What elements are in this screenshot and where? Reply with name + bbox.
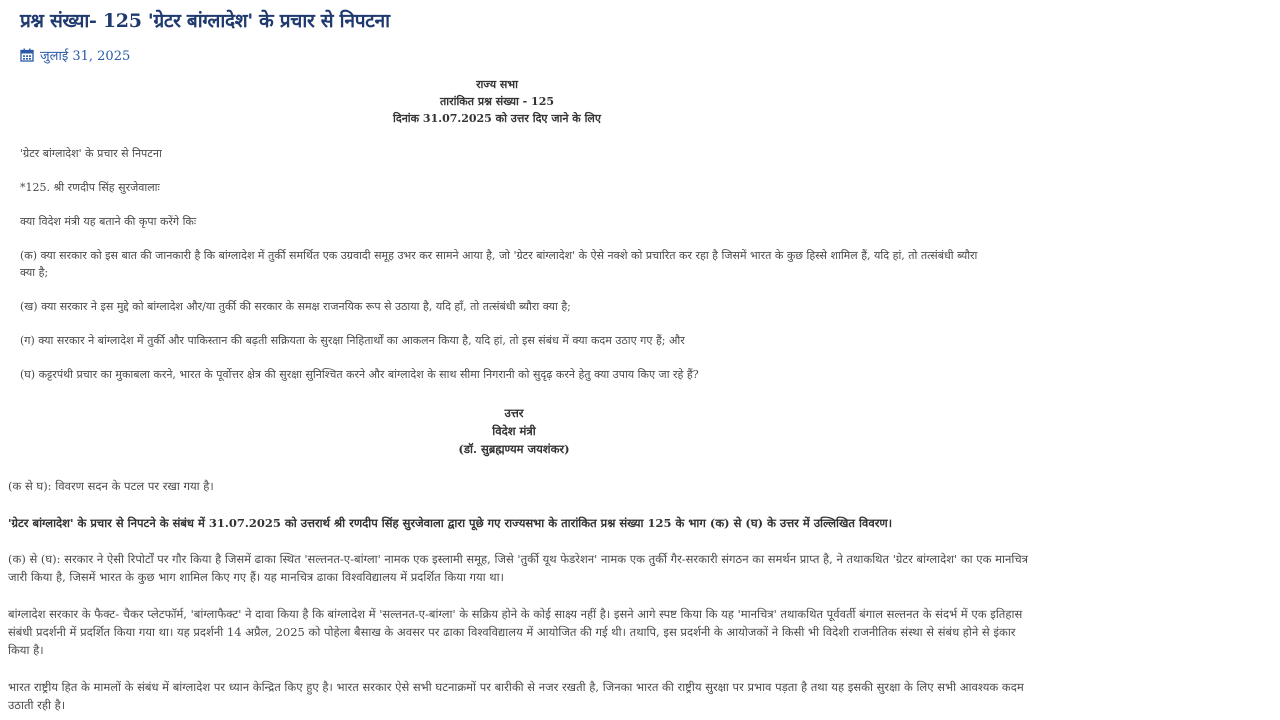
post-date xyxy=(20,46,130,64)
question-part-kha: (ख) क्या सरकार ने इस मुद्दे को बांग्लादेश और/या तुर्की की सरकार के समक्ष राजनयिक रूप से उठाया है, यदि हाँ, तो तत्संबंधी ब्यौरा क्या है; xyxy=(20,300,571,313)
answer-statement: (क से घ): विवरण सदन के पटल पर रखा गया है। xyxy=(8,479,214,493)
question-part-ga: (ग) क्या सरकार ने बांग्लादेश में तुर्की और पाकिस्तान की बढ़ती सक्रियता के सुरक्षा निहितार्थों का आकलन किया है, यदि हां, तो इस संबंध में क्या कदम उठाए गए हैं; और xyxy=(20,334,685,347)
question-header xyxy=(0,76,994,127)
page-title: प्रश्न संख्या- 125 'ग्रेटर बांग्लादेश' के प्रचार से निपटना xyxy=(20,10,390,32)
calendar-icon xyxy=(20,48,34,62)
answer-heading: 'ग्रेटर बांग्लादेश' के प्रचार से निपटने के संबंध में 31.07.2025 को उत्तरार्थ श्री रणदीप सिंह सुरजेवाला द्वारा पूछे गए राज्यसभा के तारांकित प्रश्न संख्या 125 के भाग (क) से (घ) के उत्तर में उल्लिखित विवरण। xyxy=(8,516,893,530)
answer-paragraph-3: भारत राष्ट्रीय हित के मामलों के संबंध में बांग्लादेश पर ध्यान केन्द्रित किए हुए है। भारत सरकार ऐसे सभी घटनाक्रमों पर बारीकी से नजर रखती है, जिनका भारत की राष्ट्रीय सुरक्षा पर प्रभाव पड़ता है तथा यह इसकी सुरक्षा के लिए सभी आवश्यक कदम उठाती रही है। xyxy=(8,680,1024,712)
minister-name: (डॉ. सुब्रह्मण्यम जयशंकर) xyxy=(458,442,570,456)
question-intro: क्या विदेश मंत्री यह बताने की कृपा करेंगे किः xyxy=(20,215,197,228)
house-name: राज्य सभा xyxy=(476,78,518,91)
answer-paragraph-2: बांग्लादेश सरकार के फैक्ट- चैकर प्लेटफॉर्म, 'बांग्लाफैक्ट' ने दावा किया है कि बांग्लादेश में 'सल्तनत-ए-बांग्ला' के सक्रिय होने के कोई साक्ष्य नहीं है। इसने आगे स्पष्ट किया कि यह 'मानचित्र' तथाकथित पूर्ववर्ती बंगाल सल्तनत के संदर्भ में एक इतिहास संबंधी प्रदर्शनी में प्रदर्शित किया गया था। यह प्रदर्शनी 14 अप्रैल, 2025 को पोहेला बैसाख के अवसर पर ढाका विश्वविद्यालय में आयोजित की गई थी। तथापि, इस प्रदर्शनी के आयोजकों ने किसी भी विदेशी राजनीतिक संस्था से संबंध होने से इंकार किया है। xyxy=(8,607,1023,657)
answer-paragraph-1: (क) से (घ): सरकार ने ऐसी रिपोर्टों पर गौर किया है जिसमें ढाका स्थित 'सल्तनत-ए-बांग्ला' नामक एक इस्लामी समूह, जिसे 'तुर्की यूथ फेडरेशन' नामक एक तुर्की गैर-सरकारी संगठन का समर्थन प्राप्त है, ने तथाकथित 'ग्रेटर बांग्लादेश' का एक मानचित्र जारी किया है, जिसमें भारत के कुछ भाग शामिल किए गए हैं। यह मानचित्र ढाका विश्वविद्यालय में प्रदर्शित किया गया था। xyxy=(8,552,1029,584)
date-text: जुलाई 31, 2025 xyxy=(40,49,131,64)
asked-by: *125. श्री रणदीप सिंह सुरजेवालाः xyxy=(20,181,160,194)
question-type: तारांकित प्रश्न संख्या - 125 xyxy=(439,95,554,108)
question-part-gha: (घ) कट्टरपंथी प्रचार का मुकाबला करने, भारत के पूर्वोत्तर क्षेत्र की सुरक्षा सुनिश्चित करने और बांग्लादेश के साथ सीमा निगरानी को सुदृढ़ करने हेतु क्या उपाय किए जा रहे हैं? xyxy=(20,368,699,381)
answer-date: दिनांक 31.07.2025 को उत्तर दिए जाने के लिए xyxy=(393,112,601,125)
answer-header xyxy=(0,404,1028,458)
question-part-ka: (क) क्या सरकार को इस बात की जानकारी है कि बांग्लादेश में तुर्की समर्थित एक उग्रवादी समूह उभर कर सामने आया है, जो 'ग्रेटर बांग्लादेश' के ऐसे नक्शे को प्रचारित कर रहा है जिसमें भारत के कुछ हिस्से शामिल हैं, यदि हां, तो तत्संबंधी ब्यौरा क्या है; xyxy=(20,249,978,279)
answer-label: उत्तर xyxy=(504,406,524,420)
question-subject: 'ग्रेटर बांग्लादेश' के प्रचार से निपटना xyxy=(20,147,162,160)
ministry-name: विदेश मंत्री xyxy=(492,424,536,438)
